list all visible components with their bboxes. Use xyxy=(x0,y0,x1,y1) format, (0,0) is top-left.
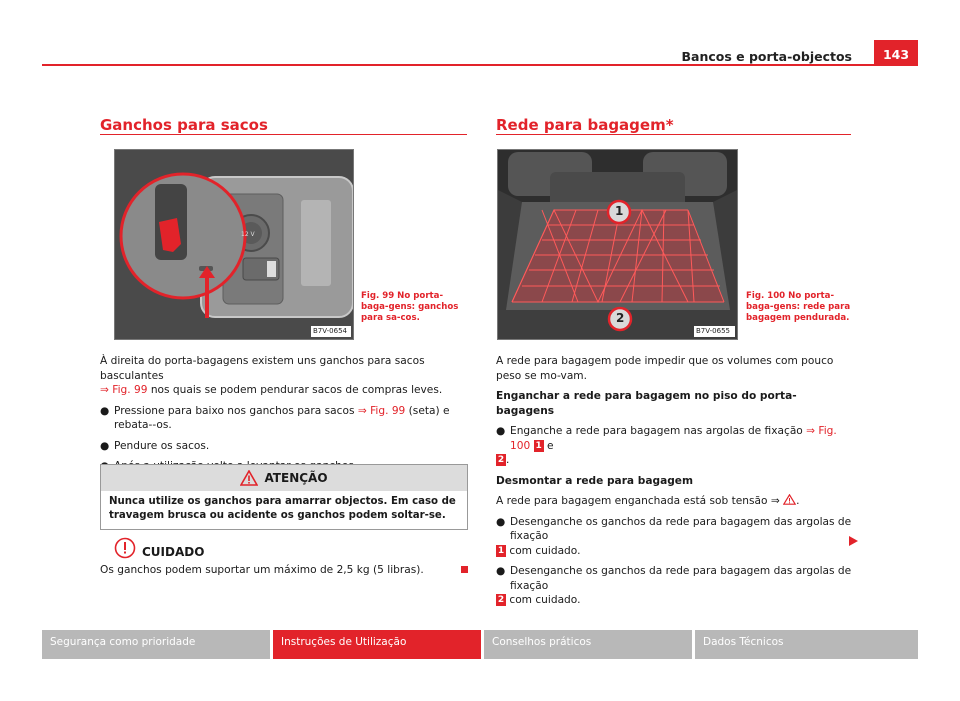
caution-circle-icon xyxy=(114,537,136,559)
figure-code: B7V-0655 xyxy=(696,327,730,335)
list-item xyxy=(496,564,854,593)
bullet-text-b: (seta) e rebata--os. xyxy=(114,404,450,431)
list-item xyxy=(496,424,854,453)
section-title-bag-hooks: Ganchos para sacos xyxy=(100,116,268,134)
subheading-remove: Desmontar a rede para bagagem xyxy=(496,474,694,487)
figure-link[interactable]: ⇒ Fig. 99 xyxy=(100,384,148,396)
figure-caption: Fig. 99 No porta-baga-gens: ganchos para sa-cos. xyxy=(361,291,459,323)
intro-text-end: nos quais se podem pendurar sacos de compras leves. xyxy=(147,384,443,396)
bullet-text-a: Desenganche os ganchos da rede para bagagem das argolas de fixação xyxy=(510,565,852,592)
bullet-text-a: Enganche a rede para bagagem nas argolas de fixação xyxy=(510,425,807,437)
bullet-text xyxy=(510,515,854,544)
bullet-text-a: Pressione para baixo nos ganchos para sacos xyxy=(114,404,358,417)
figure-link[interactable]: ⇒ Fig. 99 xyxy=(357,404,406,417)
bullet-text xyxy=(114,404,466,433)
bullet-text xyxy=(510,564,854,593)
bullet-continuation xyxy=(496,544,854,559)
footer-tab-safety[interactable]: Segurança como prioridade xyxy=(42,630,270,659)
bullet-text xyxy=(510,424,854,453)
section-title-luggage-net: Rede para bagagem* xyxy=(496,116,674,134)
bullet-icon: ● xyxy=(100,439,110,452)
list-item xyxy=(100,404,466,433)
bullet-text-b: com cuidado. xyxy=(506,594,581,606)
bullet-text: Pendure os sacos. xyxy=(114,439,210,452)
section-rule xyxy=(100,134,467,135)
intro-paragraph xyxy=(100,354,466,398)
section-end-marker xyxy=(461,566,468,573)
footer-tab-technical-data[interactable]: Dados Técnicos xyxy=(695,630,918,659)
warning-header xyxy=(101,465,467,491)
bullet-icon: ● xyxy=(496,565,506,577)
bag-hook-illustration xyxy=(115,150,353,339)
subheading-attach: Enganchar a rede para bagagem no piso do porta-bagagens xyxy=(496,390,797,417)
left-body xyxy=(100,354,466,480)
footer-tab-instructions[interactable]: Instruções de Utilização xyxy=(273,630,481,659)
page-number: 143 xyxy=(874,40,918,64)
marker-2: 2 xyxy=(497,595,505,605)
running-title: Bancos e porta-objectos xyxy=(681,49,852,64)
intro-paragraph: A rede para bagagem pode impedir que os volumes com pouco peso se mo-vam. xyxy=(496,355,834,382)
figure-caption: Fig. 100 No porta-baga-gens: rede para bagagem pendurada. xyxy=(746,291,851,323)
list-item xyxy=(100,439,466,454)
bullet-text-b: com cuidado. xyxy=(506,544,581,557)
bullet-icon: ● xyxy=(100,404,110,417)
warning-text: Nunca utilize os ganchos para amarrar objectos. Em caso de travagem brusca ou acidente os ganchos podem soltar-se. xyxy=(109,496,456,521)
caution-title: CUIDADO xyxy=(142,545,205,559)
warning-box xyxy=(100,464,468,530)
continue-arrow-icon xyxy=(849,536,858,546)
figure-99 xyxy=(114,149,354,340)
warning-triangle-icon[interactable] xyxy=(783,494,796,505)
figure-100 xyxy=(497,149,738,340)
warning-triangle-icon xyxy=(240,470,258,486)
intro-text: À direita do porta-bagagens existem uns ganchos para sacos basculantes xyxy=(100,355,425,382)
bullet-text-a: Desenganche os ganchos da rede para bagagem das argolas de fixação xyxy=(510,515,852,542)
list-item xyxy=(496,515,854,544)
bullet-continuation xyxy=(496,593,854,608)
callout-2: 2 xyxy=(616,311,625,325)
marker-2: 2 xyxy=(497,455,505,465)
right-body xyxy=(496,354,854,614)
caution-header xyxy=(114,537,204,559)
bullet-text-and: e xyxy=(543,439,554,452)
caution-text: Os ganchos podem suportar um máximo de 2,5 kg (5 libras). xyxy=(100,564,424,576)
callout-1: 1 xyxy=(615,204,624,218)
tension-text: A rede para bagagem enganchada está sob tensão ⇒ xyxy=(496,495,784,507)
figure-link[interactable]: ⇒ Fig. 100 xyxy=(510,425,837,452)
bullet-icon: ● xyxy=(496,425,506,437)
bullet-icon: ● xyxy=(496,515,506,528)
tension-paragraph: A rede para bagagem enganchada está sob tensão ⇒ . xyxy=(496,495,800,507)
figure-code: B7V-0654 xyxy=(313,327,347,335)
marker-1: 1 xyxy=(497,545,505,556)
header-rule xyxy=(42,64,918,66)
warning-title: ATENÇÃO xyxy=(264,471,328,485)
marker-1: 1 xyxy=(535,440,542,451)
socket-label: 12 V xyxy=(241,231,255,238)
section-rule xyxy=(496,134,851,135)
footer-tab-practical-tips[interactable]: Conselhos práticos xyxy=(484,630,692,659)
bullet-continuation: 2 . xyxy=(497,454,510,466)
